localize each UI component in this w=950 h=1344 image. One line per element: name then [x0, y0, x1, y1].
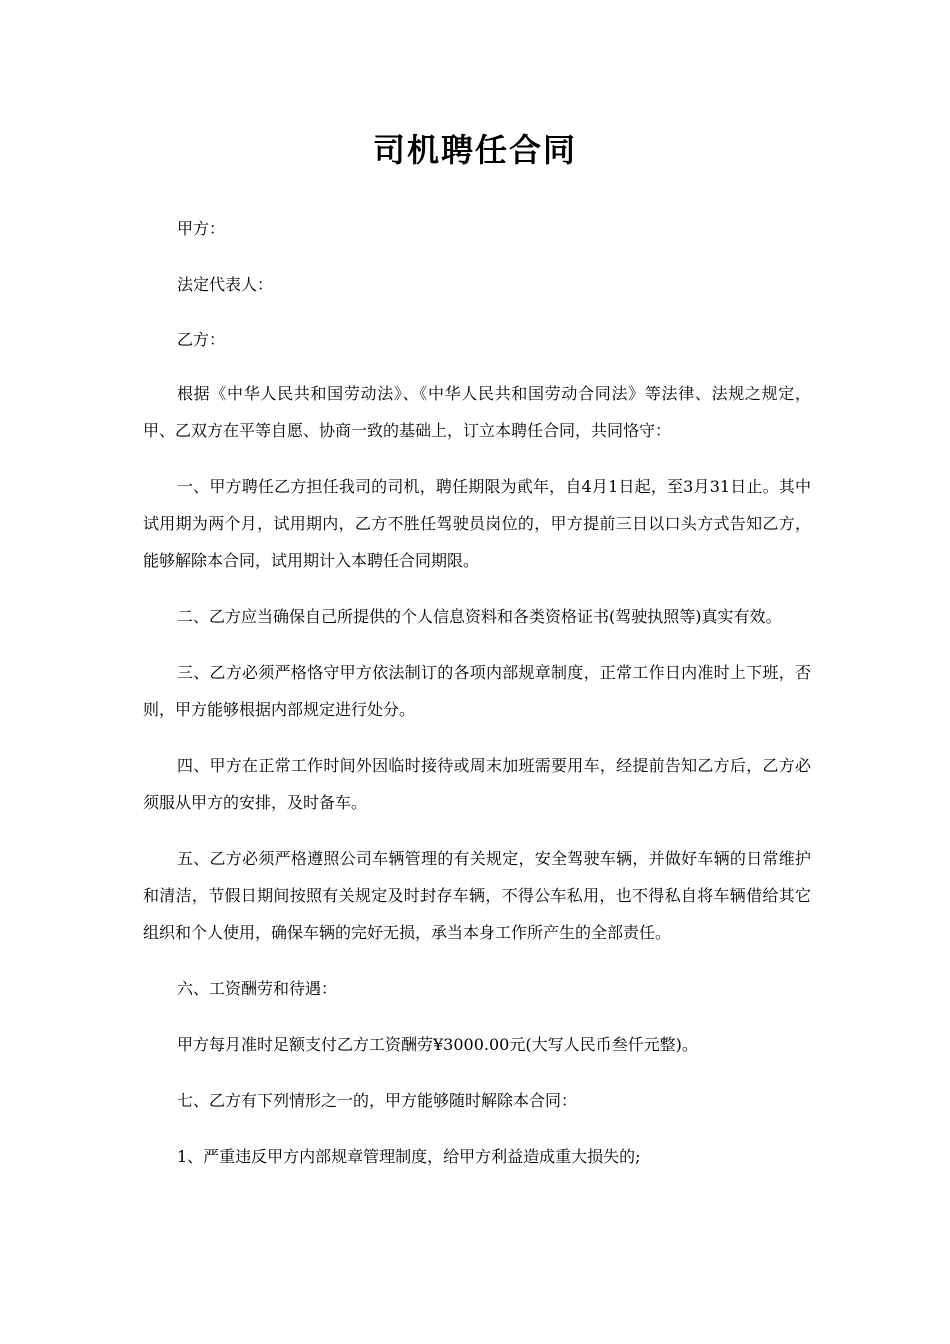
party-b-line: 乙方：	[177, 330, 226, 349]
clause-2-paragraph: 二、乙方应当确保自己所提供的个人信息资料和各类资格证书(驾驶执照等)真实有效。	[177, 607, 782, 626]
clause-5-paragraph: 五、乙方必须严格遵照公司车辆管理的有关规定，安全驾驶车辆，并做好车辆的日常维护和清洁，节假日期间按照有关规定及时封存车辆，不得公车私用，也不得私自将车辆借给其它组织和个人使用，确保车辆的完好无损，承当本身工作所产生的全部责任。	[143, 849, 811, 942]
clause-7-heading: 七、乙方有下列情形之一的，甲方能够随时解除本合同：	[177, 1091, 578, 1110]
salary-paragraph: 甲方每月准时足额支付乙方工资酬劳¥3000.00元(大写人民币叁仟元整)。	[177, 1035, 698, 1054]
preamble-paragraph: 根据《中华人民共和国劳动法》、《中华人民共和国劳动合同法》等法律、法规之规定， 甲、乙双方在平等自愿、协商一致的基础上，订立本聘任合同，共同恪守：	[143, 384, 811, 440]
clause-1-paragraph: 一、甲方聘任乙方担任我司的司机，聘任期限为貮年，自4月1日起，至3月31日止。其中试用期为两个月，试用期内，乙方不胜任驾驶员岗位的，甲方提前三日以口头方式告知乙方，能够解除本合同，试用期计入本聘任合同期限。	[143, 477, 811, 570]
clause-7-item-1: 1、严重违反甲方内部规章管理制度，给甲方利益造成重大损失的;	[177, 1147, 641, 1166]
legal-representative-line: 法定代表人：	[177, 275, 274, 294]
document-title: 司机聘任合同	[372, 131, 577, 169]
clause-6-heading: 六、工资酬劳和待遇：	[177, 979, 338, 998]
clause-3-paragraph: 三、乙方必须严格恪守甲方依法制订的各项内部规章制度，正常工作日内准时上下班，否则，甲方能够根据内部规定进行处分。	[143, 663, 811, 719]
clause-4-paragraph: 四、甲方在正常工作时间外因临时接待或周末加班需要用车，经提前告知乙方后，乙方必须服从甲方的安排，及时备车。	[143, 756, 811, 812]
party-a-line: 甲方：	[177, 219, 226, 238]
